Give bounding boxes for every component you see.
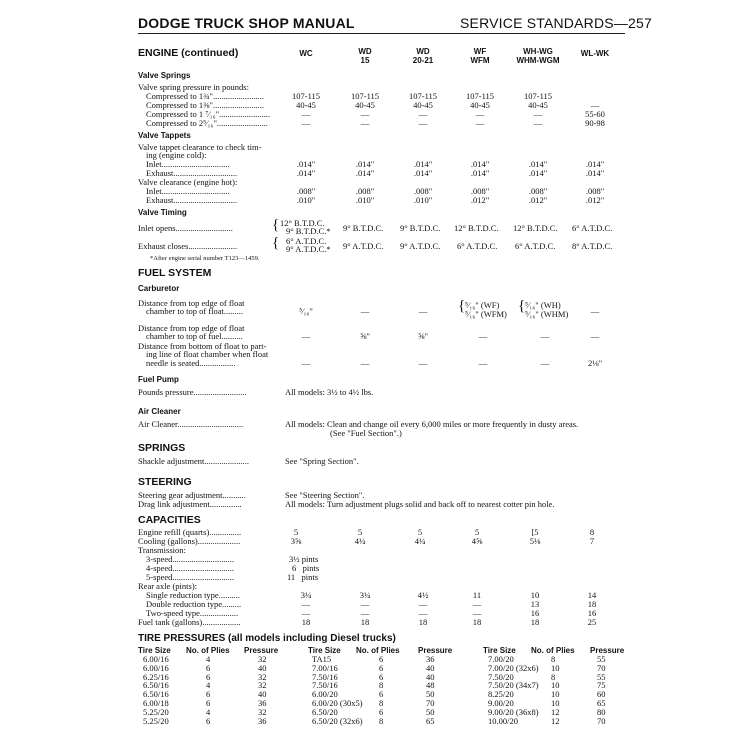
table-cell: ⁵⁄₁₆" [299, 306, 313, 316]
table-row-label: Compressed to 1 ⁷⁄₁₆"........................ [146, 109, 271, 119]
table-row-label: Double reduction type......... [146, 599, 242, 609]
table-cell: ⅝" [360, 331, 370, 341]
table-cell: — [472, 608, 482, 618]
table-row-label: Inlet................................ [146, 186, 230, 196]
column-header-wh: WH-WG WHM-WGM [516, 47, 560, 65]
table-row: 6.50/16 6 40 [143, 689, 267, 700]
valve-timing-heading: Valve Timing [138, 208, 187, 217]
valve-clearance-hot-intro: Valve clearance (engine hot): [138, 177, 238, 187]
column-header-wd20: WD 20-21 [412, 47, 434, 65]
pressure-header: Pressure [418, 646, 453, 655]
table-row-label: Distance from bottom of float to part- [138, 341, 267, 351]
table-row: 9.00/20 10 65 [488, 697, 606, 708]
tire-row-group-2 [312, 654, 435, 726]
table-cell: .012" [528, 195, 548, 205]
table-cell: — [475, 118, 485, 128]
table-cell: 55-60 [585, 109, 605, 119]
table-row: 6.50/16 4 32 [143, 680, 267, 691]
table-cell: .014" [355, 168, 375, 178]
table-cell: ⁵⁄₁₆" (WFM) [465, 309, 507, 319]
table-row: 6.50/20 6 50 [312, 706, 435, 717]
table-cell: — [475, 109, 485, 119]
table-cell: ⁵⁄₁₆" (WF) [465, 300, 500, 310]
steering-section-title: STEERING [138, 476, 192, 488]
table-cell: .010" [413, 195, 433, 205]
table-row: 6.50/20 (32x6) 8 65 [312, 715, 435, 726]
table-cell: [5 [531, 527, 539, 537]
table-cell: — [590, 100, 600, 110]
table-cell: 5 [474, 527, 480, 537]
table-cell: 40-45 [355, 100, 375, 110]
table-cell: — [418, 358, 428, 368]
table-cell: 18 [301, 617, 311, 627]
table-row: 7.50/16 6 40 [312, 671, 435, 682]
table-cell: 16 [587, 608, 597, 618]
table-cell: 9° A.T.D.C. [343, 241, 384, 251]
air-cleaner-heading: Air Cleaner [138, 407, 181, 416]
table-row: 7.00/16 6 40 [312, 662, 435, 673]
table-row-label: Shackle adjustment..................... [138, 456, 249, 466]
table-row-label: chamber to top of fuel.......... [146, 331, 243, 341]
brace-glyph: { [518, 298, 526, 314]
table-row-label: Compressed to 1¾"........................ [146, 91, 264, 101]
fuel-pump-heading: Fuel Pump [138, 375, 179, 384]
table-cell: .014" [355, 159, 375, 169]
table-cell: ⁵⁄₁₆" (WHM) [525, 309, 569, 319]
table-cell: — [418, 118, 428, 128]
table-row: 6.00/16 4 32 [143, 654, 267, 664]
table-cell: 6 pints [292, 563, 320, 573]
table-cell: 14 [587, 590, 597, 600]
column-header-wd15: WD 15 [358, 47, 372, 65]
table-cell: — [590, 331, 600, 341]
table-row-label: Air Cleaner............................... [138, 419, 244, 429]
table-cell: .014" [528, 168, 548, 178]
table-cell: 8° A.T.D.C. [572, 241, 613, 251]
table-row: 9.00/20 (36x8) 12 80 [488, 706, 606, 717]
table-row: 5.25/20 4 32 [143, 706, 267, 717]
tire-size-header: Tire Size [138, 646, 171, 655]
table-cell: 5⅛ [529, 536, 541, 546]
table-cell: .008" [585, 186, 605, 196]
table-cell: 40-45 [528, 100, 548, 110]
table-cell: 18 [360, 617, 370, 627]
table-cell: — [301, 608, 311, 618]
table-row: 7.50/20 8 55 [488, 671, 606, 682]
tire-row-group-1 [143, 654, 267, 726]
table-cell: 11 [472, 590, 482, 600]
table-cell: .014" [413, 159, 433, 169]
table-cell: .014" [470, 159, 490, 169]
table-cell: All models: Turn adjustment plugs solid and back off to nearest cotter pin hole. [285, 499, 555, 509]
table-cell: — [590, 306, 600, 316]
table-cell: 40-45 [296, 100, 316, 110]
table-cell: All models: 3½ to 4½ lbs. [285, 387, 374, 397]
table-row: 10.00/20 12 70 [488, 715, 606, 726]
table-cell: 107-115 [408, 91, 437, 101]
table-cell: — [533, 109, 543, 119]
table-cell: 2⅛" [587, 358, 603, 368]
tire-size-header: Tire Size [308, 646, 341, 655]
table-cell: 40-45 [470, 100, 490, 110]
table-cell: 9° B.T.D.C. [400, 223, 441, 233]
table-cell: 9° B.T.D.C. [343, 223, 384, 233]
table-cell: 90-98 [585, 118, 605, 128]
valve-springs-intro: Valve spring pressure in pounds: [138, 82, 249, 92]
table-cell: .014" [585, 159, 605, 169]
table-row-label: Inlet opens........................... [138, 223, 233, 233]
table-cell: — [360, 109, 370, 119]
table-row: 7.50/20 (34x7) 10 75 [488, 680, 606, 691]
plies-header: No. of Plies [186, 646, 230, 655]
table-row-label: Cooling (gallons).................... [138, 536, 241, 546]
table-cell: 4¼ [414, 536, 426, 546]
table-cell: 3⅝ [290, 536, 302, 546]
capacities-section-title: CAPACITIES [138, 514, 201, 526]
table-cell: 18 [418, 617, 428, 627]
table-row-label: 3-speed............................. [146, 554, 235, 564]
table-cell: .014" [296, 159, 316, 169]
brace-glyph: { [458, 298, 466, 314]
table-cell: — [533, 118, 543, 128]
table-cell: 107-115 [350, 91, 379, 101]
table-row-label: Distance from top edge of float [138, 323, 245, 333]
springs-section-title: SPRINGS [138, 442, 186, 454]
brace-glyph: { [272, 217, 280, 233]
table-row-label: Exhaust.............................. [146, 168, 238, 178]
table-row: 7.00/20 (32x6) 10 70 [488, 662, 606, 673]
table-cell: — [301, 358, 311, 368]
table-cell: 6° A.T.D.C. [457, 241, 498, 251]
table-cell: — [418, 599, 428, 609]
table-cell: 5 [357, 527, 363, 537]
table-cell: .010" [355, 195, 375, 205]
table-cell: .008" [355, 186, 375, 196]
table-row-label: Compressed to 1⅜"........................ [146, 100, 264, 110]
table-cell: — [418, 306, 428, 316]
table-cell: 12° B.T.D.C. [280, 218, 325, 228]
table-cell: 4¼ [354, 536, 366, 546]
table-row-label: Pounds pressure......................... [138, 387, 247, 397]
tire-size-header: Tire Size [483, 646, 516, 655]
table-cell: 13 [530, 599, 540, 609]
table-cell: — [301, 118, 311, 128]
page-title: DODGE TRUCK SHOP MANUAL [138, 15, 355, 31]
table-cell: 18 [587, 599, 597, 609]
table-row-label: Steering gear adjustment........... [138, 490, 246, 500]
tire-row-group-3 [488, 654, 606, 726]
table-cell: — [360, 608, 370, 618]
table-cell: 9° A.T.D.C.* [286, 244, 331, 254]
rear-axle-label: Rear axle (pints): [138, 581, 198, 591]
transmission-label: Transmission: [138, 545, 186, 555]
table-cell: — [540, 331, 550, 341]
table-cell: .012" [585, 195, 605, 205]
table-cell: — [478, 358, 488, 368]
valve-tappets-intro: ing (engine cold): [146, 150, 207, 160]
table-row-label: chamber to top of float......... [146, 306, 244, 316]
table-cell: — [301, 599, 311, 609]
pressure-header: Pressure [244, 646, 279, 655]
valve-tappets-intro: Valve tappet clearance to check tim- [138, 142, 262, 152]
table-row: 6.00/18 6 36 [143, 697, 267, 708]
table-row-label: Two-speed type.................. [146, 608, 239, 618]
table-row-label: needle is seated................. [146, 358, 236, 368]
table-cell: 12° B.T.D.C. [454, 223, 499, 233]
table-cell: — [360, 599, 370, 609]
table-cell: — [472, 599, 482, 609]
table-cell: 9° A.T.D.C. [400, 241, 441, 251]
carburetor-heading: Carburetor [138, 284, 180, 293]
plies-header: No. of Plies [356, 646, 400, 655]
table-cell: — [360, 306, 370, 316]
table-row-label: Distance from top edge of float [138, 298, 245, 308]
table-cell: 3¼ [300, 590, 312, 600]
table-cell: 18 [530, 617, 540, 627]
table-cell: 10 [530, 590, 540, 600]
engine-section-title: ENGINE (continued) [138, 47, 239, 59]
table-cell: — [301, 331, 311, 341]
table-cell: — [360, 118, 370, 128]
table-row: TA15 6 36 [312, 654, 435, 664]
table-cell: 107-115 [523, 91, 552, 101]
table-cell: .008" [470, 186, 490, 196]
table-row-label: Compressed to 2⁵⁄₁₆"........................ [146, 118, 268, 128]
table-cell: 5 [417, 527, 423, 537]
column-header-wc: WC [299, 49, 313, 58]
table-row-label: Drag link adjustment............... [138, 499, 242, 509]
table-row-label: 4-speed............................. [146, 563, 235, 573]
fuel-system-section-title: FUEL SYSTEM [138, 267, 212, 279]
table-cell: .014" [296, 168, 316, 178]
table-cell: — [301, 109, 311, 119]
table-cell: 4½ [417, 590, 429, 600]
page-section-number: SERVICE STANDARDS—257 [460, 15, 652, 31]
table-cell: 6° A.T.D.C. [572, 223, 613, 233]
table-row: 8.25/20 10 60 [488, 689, 606, 700]
table-cell: — [418, 608, 428, 618]
table-cell: .008" [528, 186, 548, 196]
table-cell: 107-115 [465, 91, 494, 101]
table-cell: — [418, 109, 428, 119]
table-row: 6.00/20 6 50 [312, 689, 435, 700]
table-cell: 7 [589, 536, 595, 546]
table-cell: .014" [528, 159, 548, 169]
table-cell: 25 [587, 617, 597, 627]
table-row: 6.00/16 6 40 [143, 662, 267, 673]
table-row: 5.25/20 6 36 [143, 715, 267, 726]
table-cell: 3¼ [359, 590, 371, 600]
valve-springs-heading: Valve Springs [138, 71, 191, 80]
table-cell: ⁵⁄₁₆" (WH) [525, 300, 561, 310]
table-cell: All models: Clean and change oil every 6,000 miles or more frequently in dusty areas. [285, 419, 579, 429]
table-row: 6.00/20 (30x5) 8 70 [312, 697, 435, 708]
brace-glyph: { [272, 235, 280, 251]
tire-pressures-title: TIRE PRESSURES (all models including Diesel trucks) [138, 633, 396, 644]
table-cell: 4⅝ [471, 536, 483, 546]
table-cell: .008" [296, 186, 316, 196]
table-cell: See "Spring Section". [285, 456, 359, 466]
table-row-label: Exhaust.............................. [146, 195, 238, 205]
table-cell: .014" [413, 168, 433, 178]
table-row-label: Engine refill (quarts)............... [138, 527, 242, 537]
table-cell: 107-115 [291, 91, 320, 101]
header-rule [138, 33, 625, 34]
column-header-wf: WF WFM [470, 47, 490, 65]
table-cell: — [360, 358, 370, 368]
table-row-label: Single reduction type.......... [146, 590, 240, 600]
footnote: *After engine serial number T123—1459. [150, 255, 260, 262]
table-row: 7.50/16 8 48 [312, 680, 435, 691]
table-cell: 6° A.T.D.C. [515, 241, 556, 251]
table-row-label: ing line of float chamber when float [146, 349, 269, 359]
table-cell: 5 [293, 527, 299, 537]
table-cell: .014" [470, 168, 490, 178]
table-cell: 3½ pints [289, 554, 319, 564]
table-row-label: 5-speed............................. [146, 572, 235, 582]
table-cell: 11 pints [287, 572, 319, 582]
table-row-label: Exhaust closes....................... [138, 241, 238, 251]
table-cell: 9° B.T.D.C.* [286, 226, 331, 236]
table-cell: ⅝" [418, 331, 428, 341]
table-cell: — [478, 331, 488, 341]
table-cell: (See "Fuel Section".) [330, 428, 402, 438]
table-cell: 40-45 [413, 100, 433, 110]
table-cell: 18 [472, 617, 482, 627]
plies-header: No. of Plies [531, 646, 575, 655]
table-cell: .010" [296, 195, 316, 205]
table-cell: — [540, 358, 550, 368]
pressure-header: Pressure [590, 646, 625, 655]
table-row: 6.25/16 6 32 [143, 671, 267, 682]
table-row: 7.00/20 8 55 [488, 654, 606, 664]
column-header-wl: WL-WK [580, 49, 610, 58]
table-cell: 6° A.T.D.C. [286, 236, 327, 246]
table-row-label: Fuel tank (gallons).................. [138, 617, 241, 627]
table-cell: .008" [413, 186, 433, 196]
table-cell: 8 [589, 527, 595, 537]
table-cell: See "Steering Section". [285, 490, 365, 500]
table-row-label: Inlet................................ [146, 159, 230, 169]
table-cell: 12° B.T.D.C. [513, 223, 558, 233]
table-cell: 16 [530, 608, 540, 618]
table-cell: .014" [585, 168, 605, 178]
valve-tappets-heading: Valve Tappets [138, 131, 191, 140]
table-cell: .012" [470, 195, 490, 205]
